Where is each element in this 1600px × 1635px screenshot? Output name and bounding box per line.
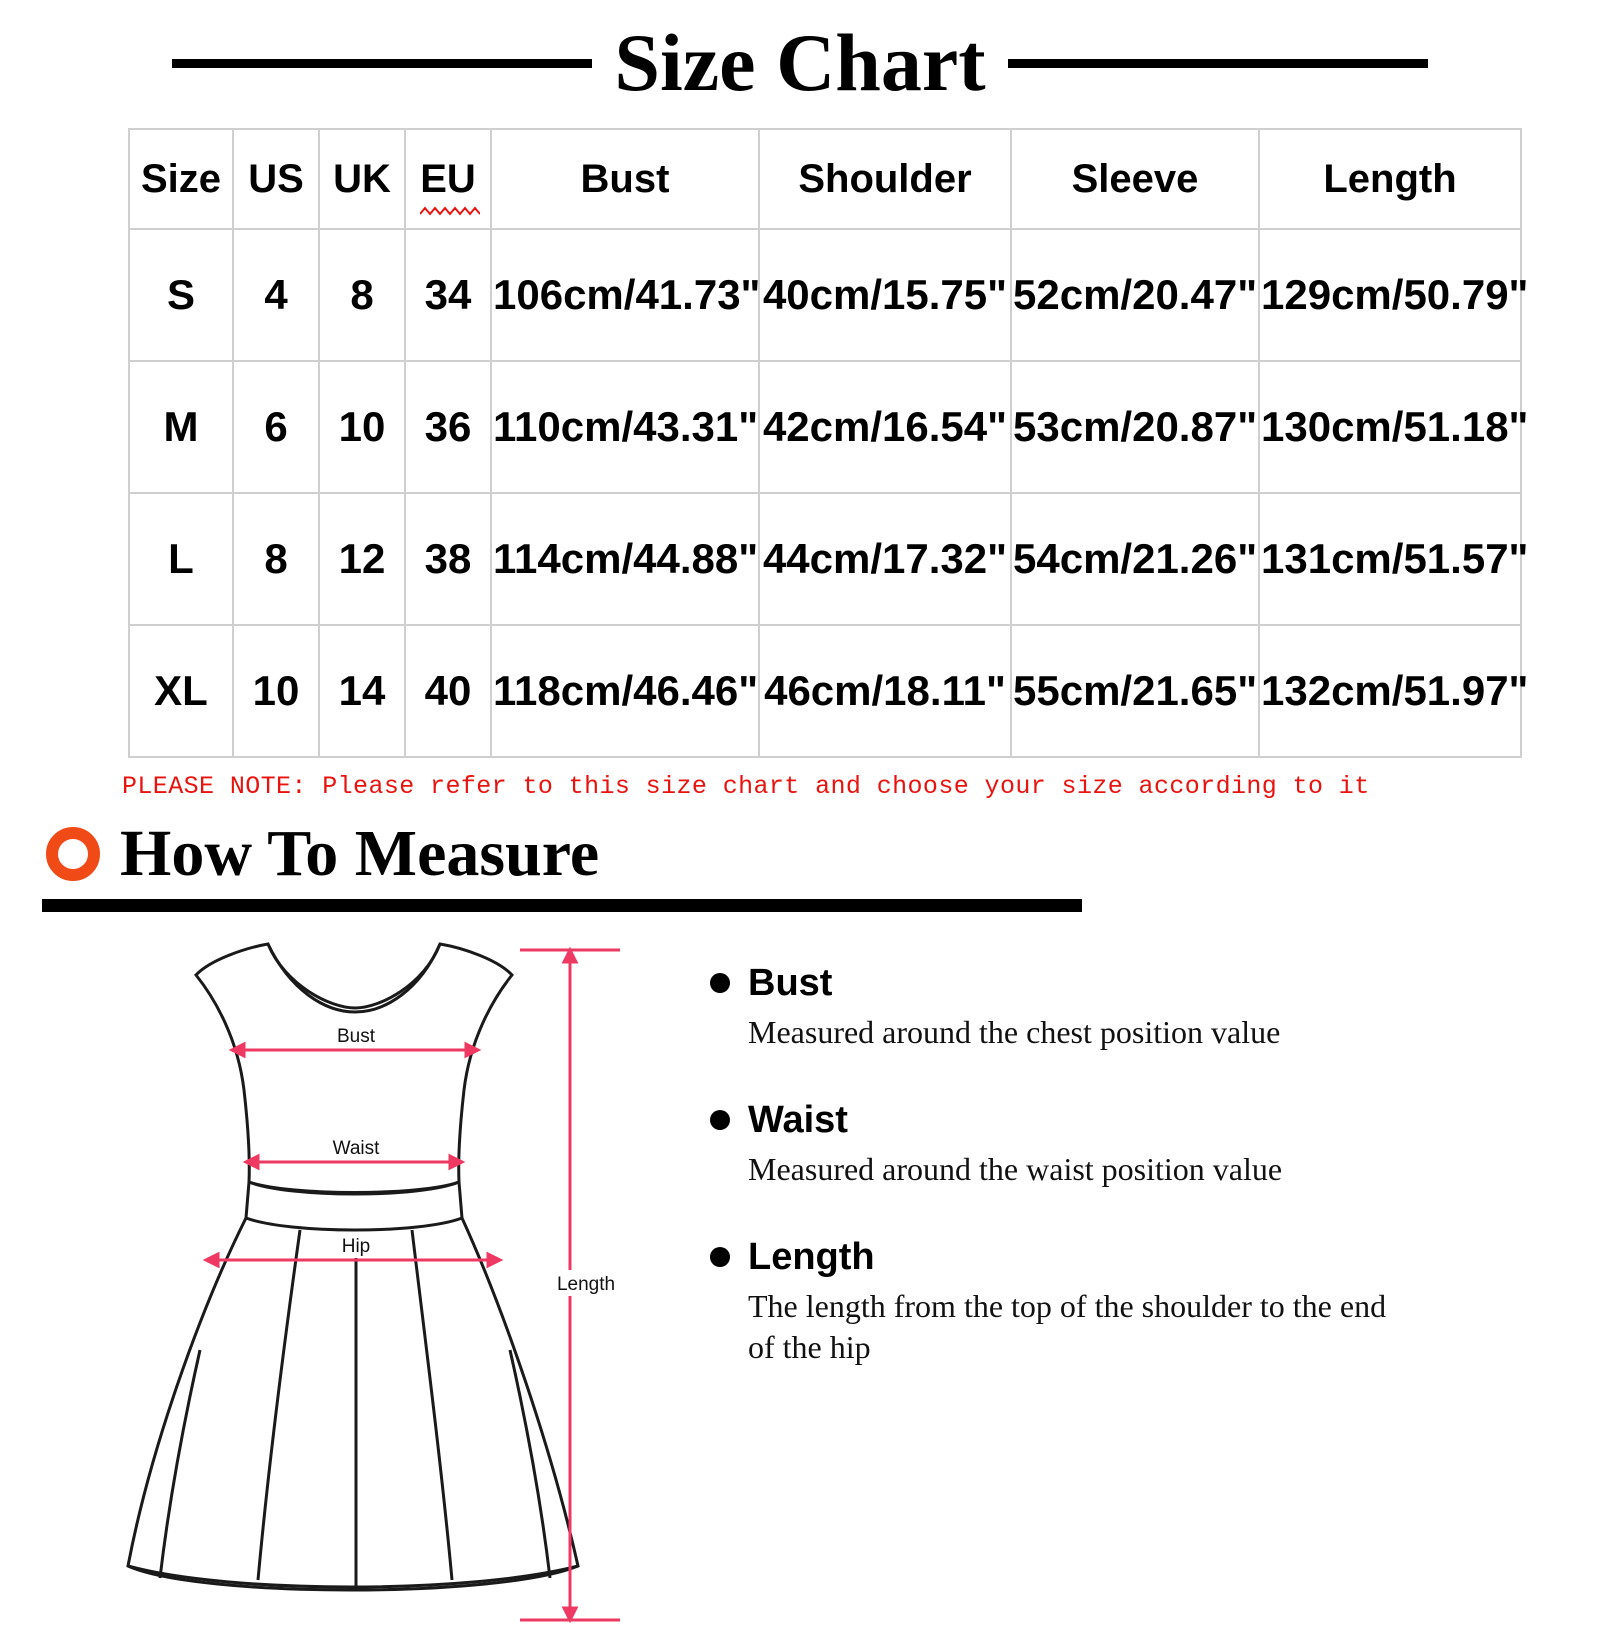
how-to-measure-underline: [42, 899, 1082, 912]
cell-size: L: [129, 493, 233, 625]
cell-length: 130cm/51.18": [1259, 361, 1521, 493]
eu-header-text-wrap: [420, 157, 476, 202]
bullet-dot-icon: [710, 1110, 730, 1130]
spellcheck-squiggle-icon: [420, 206, 480, 216]
cell-shoulder: 42cm/16.54": [759, 361, 1011, 493]
measure-item-length-description: The length from the top of the shoulder to the end of the hip: [748, 1287, 1387, 1365]
cell-sleeve: 53cm/20.87": [1011, 361, 1259, 493]
how-to-measure-title: How To Measure: [120, 817, 600, 890]
measure-item-length: [710, 1235, 1600, 1368]
cell-shoulder: 44cm/17.32": [759, 493, 1011, 625]
measure-item-length-title: Length: [748, 1235, 875, 1278]
cell-us: 8: [233, 493, 319, 625]
page-title-row: [0, 0, 1600, 120]
how-to-measure-heading-row: [46, 815, 1600, 893]
column-header-us: US: [233, 129, 319, 229]
table-header-row: [129, 129, 1521, 229]
column-header-shoulder: Shoulder: [759, 129, 1011, 229]
measure-item-waist: [710, 1098, 1600, 1190]
measure-item-waist-description: Measured around the waist position value: [748, 1150, 1283, 1187]
measure-item-bust-description: Measured around the chest position value: [748, 1014, 1281, 1050]
measure-item-waist-head: [710, 1098, 1600, 1141]
cell-uk: 10: [319, 361, 405, 493]
table-row: [129, 493, 1521, 625]
please-note-text: PLEASE NOTE: Please refer to this size chart and choose your size according to it: [122, 772, 1370, 801]
cell-eu: 38: [405, 493, 491, 625]
measure-item-length-head: [710, 1235, 1600, 1278]
column-header-sleeve: Sleeve: [1011, 129, 1259, 229]
column-header-eu: [405, 129, 491, 229]
cell-length: 131cm/51.57": [1259, 493, 1521, 625]
cell-uk: 8: [319, 229, 405, 361]
cell-bust: 114cm/44.88": [491, 493, 759, 625]
cell-eu: 40: [405, 625, 491, 757]
cell-sleeve: 55cm/21.65": [1011, 625, 1259, 757]
figure-label-hip: Hip: [341, 1236, 371, 1257]
cell-eu: 36: [405, 361, 491, 493]
bullet-dot-icon: [710, 1247, 730, 1267]
cell-bust: 106cm/41.73": [491, 229, 759, 361]
column-header-uk: UK: [319, 129, 405, 229]
figure-label-waist: Waist: [332, 1138, 380, 1159]
measure-item-bust: [710, 964, 1600, 1053]
cell-bust: 118cm/46.46": [491, 625, 759, 757]
cell-us: 10: [233, 625, 319, 757]
cell-us: 6: [233, 361, 319, 493]
cell-eu: 34: [405, 229, 491, 361]
orange-ring-icon: [46, 827, 100, 881]
cell-uk: 14: [319, 625, 405, 757]
size-chart-table: [128, 128, 1529, 758]
title-rule-left: [172, 59, 592, 68]
title-rule-right: [1008, 59, 1428, 68]
table-row: [129, 625, 1521, 757]
how-to-measure-body: [0, 930, 1600, 1635]
cell-shoulder: 40cm/15.75": [759, 229, 1011, 361]
measure-item-waist-title: Waist: [748, 1098, 848, 1141]
cell-sleeve: 54cm/21.26": [1011, 493, 1259, 625]
figure-label-bust: Bust: [336, 1026, 376, 1047]
cell-uk: 12: [319, 493, 405, 625]
column-header-bust: Bust: [491, 129, 759, 229]
bullet-dot-icon: [710, 973, 730, 993]
cell-shoulder: 46cm/18.11": [759, 625, 1011, 757]
cell-length: 129cm/50.79": [1259, 229, 1521, 361]
cell-sleeve: 52cm/20.47": [1011, 229, 1259, 361]
cell-size: XL: [129, 625, 233, 757]
table-row: [129, 229, 1521, 361]
cell-size: S: [129, 229, 233, 361]
column-header-eu-label: EU: [420, 156, 476, 201]
column-header-length: Length: [1259, 129, 1521, 229]
table-row: [129, 361, 1521, 493]
cell-us: 4: [233, 229, 319, 361]
size-chart-table-wrapper: [128, 128, 1529, 758]
column-header-size: Size: [129, 129, 233, 229]
figure-label-length: Length: [556, 1274, 616, 1295]
cell-size: M: [129, 361, 233, 493]
cell-length: 132cm/51.97": [1259, 625, 1521, 757]
page-title: Size Chart: [614, 17, 986, 108]
measure-descriptions: [700, 930, 1600, 1635]
dress-diagram: [0, 930, 700, 1635]
cell-bust: 110cm/43.31": [491, 361, 759, 493]
dress-illustration-svg: [0, 930, 700, 1630]
measure-item-bust-title: Bust: [748, 962, 833, 1004]
measure-item-bust-head: [710, 964, 1600, 1002]
